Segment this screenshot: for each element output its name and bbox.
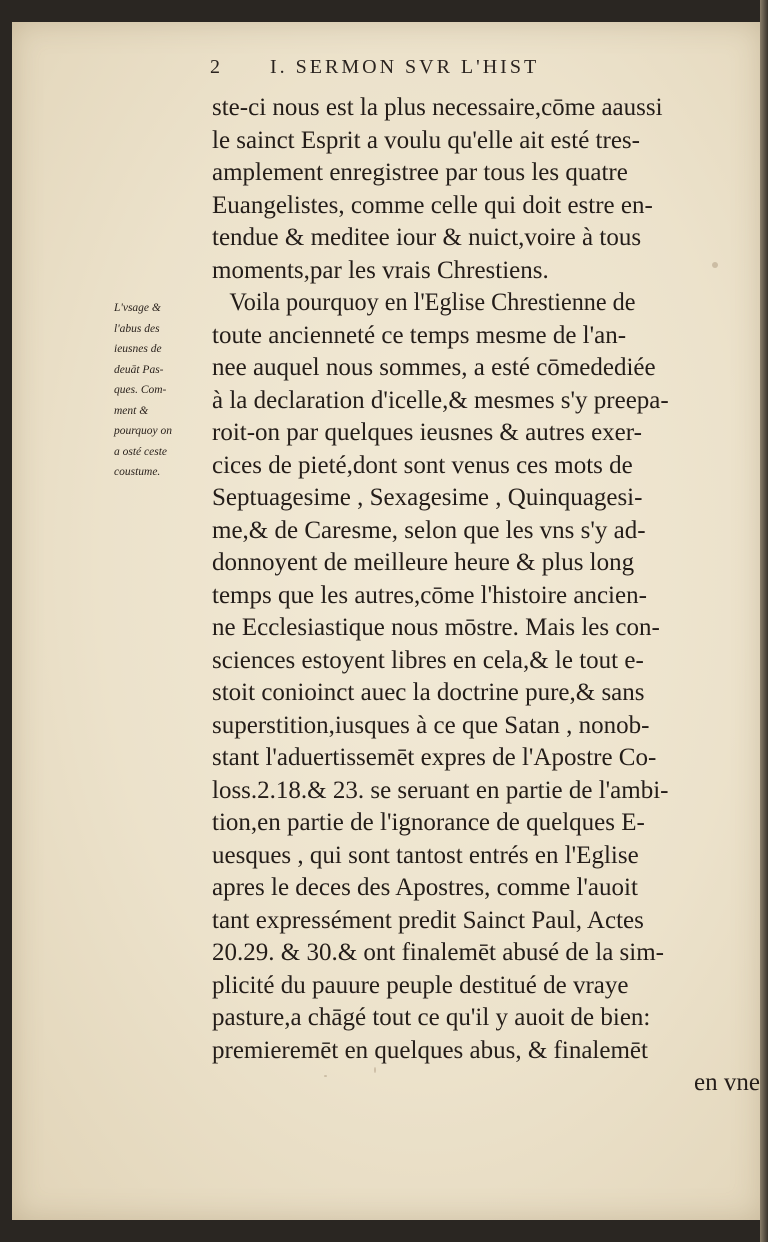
text-line: à la declaration d'icelle,& mesmes s'y preepa-	[212, 386, 669, 414]
text-line: Septuagesime , Sexagesime , Quinquagesi-	[212, 484, 643, 511]
text-line: premieremēt en quelques abus, & finalemēt	[212, 1036, 648, 1064]
text-line: stant l'aduertissemēt expres de l'Apostre Co-	[212, 744, 657, 771]
marginal-note-line: ment &	[114, 404, 149, 417]
page-edge-shadow	[760, 0, 768, 1242]
text-line: cices de pieté,dont sont venus ces mots de	[212, 451, 633, 479]
text-line: ne Ecclesiastique nous mōstre. Mais les con-	[212, 614, 660, 641]
text-line: me,& de Caresme, selon que les vns s'y ad-	[212, 516, 646, 544]
marginal-note-line: L'vsage &	[114, 302, 161, 314]
text-line: amplement enregistree par tous les quatre	[212, 159, 628, 186]
text-line: ste-ci nous est la plus necessaire,cōme aaussi	[212, 94, 663, 121]
text-line: uesques , qui sont tantost entrés en l'Eglise	[212, 841, 639, 869]
text-line: tendue & meditee iour & nuict,voire à tous	[212, 224, 642, 251]
marginal-note-line: coustume.	[114, 466, 161, 478]
marginal-note-line: a osté ceste	[114, 445, 168, 458]
text-line: superstition,iusques à ce que Satan , nonob-	[212, 711, 650, 739]
text-line: loss.2.18.& 23. se seruant en partie de l'ambi-	[212, 776, 669, 804]
text-line: temps que les autres,cōme l'histoire ancien-	[212, 581, 647, 609]
text-line: toute ancienneté ce temps mesme de l'an-	[212, 321, 627, 349]
marginal-note-line: deuāt Pas-	[114, 363, 164, 376]
sermon-text-body	[212, 92, 760, 1100]
text-line: stoit conioinct auec la doctrine pure,& sans	[212, 679, 645, 706]
text-line: tant expressément predit Sainct Paul, Actes	[212, 906, 644, 934]
text-line: apres le deces des Apostres, comme l'auoit	[212, 874, 638, 901]
catchword: en vne	[694, 1069, 760, 1096]
page-number: 2	[210, 56, 223, 78]
text-line: nee auquel nous sommes, a esté cōmedediée	[212, 354, 656, 381]
marginal-note-line: ques. Com-	[114, 384, 167, 396]
text-line: pasture,a chāgé tout ce qu'il y auoit de bien:	[212, 1004, 651, 1031]
marginal-note-line: pourquoy on	[114, 425, 173, 437]
text-line: tion,en partie de l'ignorance de quelques E-	[212, 809, 645, 836]
running-header	[210, 56, 660, 79]
marginal-note-line: l'abus des	[114, 322, 160, 335]
running-title: I. SERMON SVR L'HIST	[270, 56, 540, 78]
text-line: sciences estoyent libres en cela,& le tout e-	[212, 646, 644, 674]
text-line: le sainct Esprit a voulu qu'elle ait esté tres-	[212, 126, 640, 154]
marginal-note	[114, 298, 212, 483]
text-line: plicité du pauure peuple destitué de vraye	[212, 971, 629, 999]
text-line: 20.29. & 30.& ont finalemēt abusé de la sim-	[212, 939, 664, 966]
text-line: roit-on par quelques ieusnes & autres exer-	[212, 419, 642, 446]
text-line: Euangelistes, comme celle qui doit estre en-	[212, 191, 653, 219]
text-line: donnoyent de meilleure heure & plus long	[212, 549, 635, 576]
marginal-note-line: ieusnes de	[114, 343, 162, 355]
text-line: moments,par les vrais Chrestiens.	[212, 256, 549, 284]
paragraph-start-line: Voila pourquoy en l'Eglise Chrestienne de	[229, 289, 636, 316]
